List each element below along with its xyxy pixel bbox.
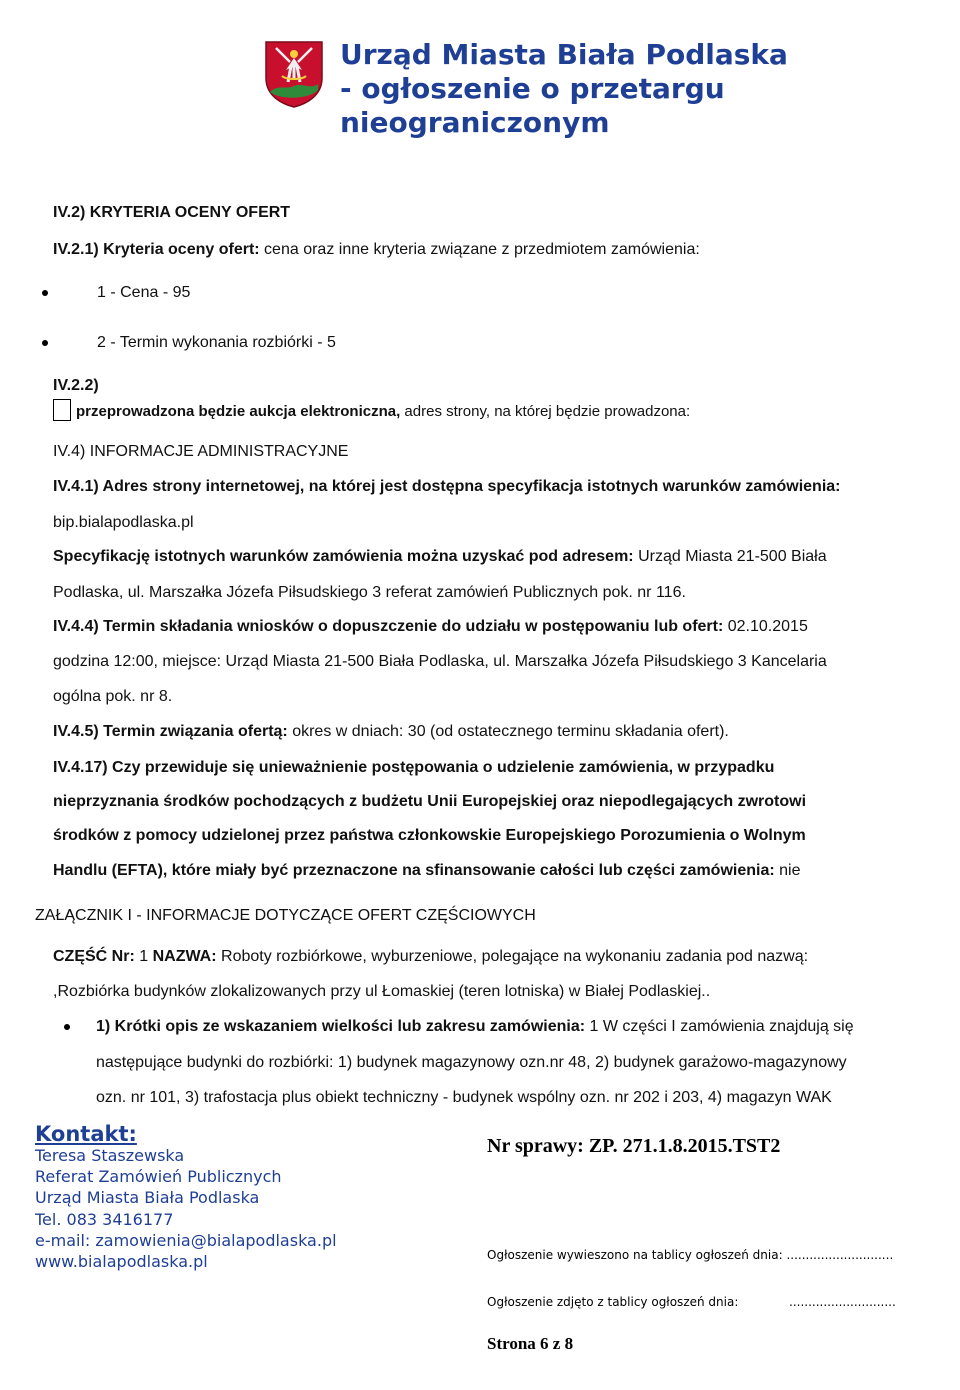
- description-line-2: następujące budynki do rozbiórki: 1) budynek magazynowy ozn.nr 48, 2) budynek garażowo-magazynowy: [96, 1054, 847, 1071]
- title-line-2: - ogłoszenie o przetargu: [340, 72, 725, 105]
- description-line-3: ozn. nr 101, 3) trafostacja plus obiekt techniczny - budynek wspólny ozn. nr 202 i 203, 4) magazyn WAK: [96, 1089, 832, 1106]
- annulment-line-3: środków z pomocy udzielonej przez państwa członkowskie Europejskiego Porozumienia o Wolnym: [53, 827, 806, 844]
- spec-address-paragraph: [53, 547, 827, 567]
- criteria-label: IV.2.1) Kryteria oceny ofert:: [53, 241, 260, 258]
- part-paragraph: [53, 947, 808, 967]
- case-number: Nr sprawy: ZP. 271.1.8.2015.TST2: [487, 1135, 781, 1157]
- auction-paragraph: [76, 402, 690, 422]
- part-number: 1: [134, 948, 153, 965]
- contact-heading: Kontakt:: [35, 1122, 137, 1146]
- annex-heading: ZAŁĄCZNIK I - INFORMACJE DOTYCZĄCE OFERT CZĘŚCIOWYCH: [35, 907, 536, 924]
- annulment-line-4: [53, 861, 800, 881]
- part-name: Roboty rozbiórkowe, wyburzeniowe, polegające na wykonaniu zadania pod nazwą:: [216, 948, 809, 965]
- bullet-icon: [42, 290, 48, 296]
- criteria-text: cena oraz inne kryteria związane z przedmiotem zamówienia:: [259, 241, 700, 258]
- page-title: [340, 38, 940, 140]
- contact-website-link[interactable]: www.bialapodlaska.pl: [35, 1252, 208, 1271]
- criteria-paragraph: [53, 240, 700, 260]
- binding-label: IV.4.5) Termin związania ofertą:: [53, 723, 288, 740]
- bullet-icon: [64, 1024, 70, 1030]
- section-heading-auction: IV.2.2): [53, 377, 99, 394]
- removed-date-label: Ogłoszenie zdjęto z tablicy ogłoszeń dnia:: [487, 1295, 739, 1309]
- annulment-line-2: nieprzyznania środków pochodzących z budżetu Unii Europejskiej oraz niepodlegających zwrotowi: [53, 793, 807, 810]
- section-heading-criteria: IV.2) KRYTERIA OCENY OFERT: [53, 204, 291, 221]
- city-crest-icon: [264, 40, 324, 108]
- spec-address-text: Urząd Miasta 21-500 Biała: [633, 548, 827, 565]
- contact-department: Referat Zamówień Publicznych: [35, 1167, 282, 1186]
- contact-name: Teresa Staszewska: [35, 1146, 185, 1165]
- title-line-1: Urząd Miasta Biała Podlaska: [340, 38, 788, 71]
- contact-email-link[interactable]: zamowienia@bialapodlaska.pl: [95, 1231, 337, 1250]
- removed-date-dots: ............................: [789, 1295, 896, 1309]
- spec-address-label: Specyfikację istotnych warunków zamówienia można uzyskać pod adresem:: [53, 548, 634, 565]
- contact-email-row: [35, 1231, 337, 1251]
- spec-url-label: IV.4.1) Adres strony internetowej, na której jest dostępna specyfikacja istotnych warunków zamówienia:: [53, 478, 841, 495]
- criterion-item-2: 2 - Termin wykonania rozbiórki - 5: [97, 334, 336, 351]
- description-label: 1) Krótki opis ze wskazaniem wielkości lub zakresu zamówienia:: [96, 1018, 586, 1035]
- part-name-label: NAZWA:: [152, 948, 217, 965]
- binding-text: okres w dniach: 30 (od ostatecznego terminu składania ofert).: [287, 723, 729, 740]
- binding-paragraph: [53, 722, 729, 742]
- auction-checkbox[interactable]: [53, 399, 71, 421]
- auction-text: adres strony, na której będzie prowadzona:: [400, 403, 691, 420]
- annulment-label: Handlu (EFTA), które miały być przeznaczone na sfinansowanie całości lub części zamówienia:: [53, 862, 775, 879]
- part-number-label: CZĘŚĆ Nr:: [53, 948, 135, 965]
- section-heading-admin: IV.4) INFORMACJE ADMINISTRACYJNE: [53, 443, 349, 460]
- removed-date-line: [487, 1295, 896, 1309]
- contact-office: Urząd Miasta Biała Podlaska: [35, 1188, 260, 1207]
- deadline-label: IV.4.4) Termin składania wniosków o dopuszczenie do udziału w postępowaniu lub ofert:: [53, 618, 724, 635]
- bullet-icon: [42, 340, 48, 346]
- description-paragraph: [96, 1017, 854, 1037]
- contact-email-label: e-mail:: [35, 1231, 96, 1250]
- contact-phone: Tel. 083 3416177: [35, 1210, 174, 1229]
- annulment-line-1: IV.4.17) Czy przewiduje się unieważnienie postępowania o udzielenie zamówienia, w przypadku: [53, 759, 775, 776]
- posted-date-line: Ogłoszenie wywieszono na tablicy ogłoszeń dnia: ............................: [487, 1248, 894, 1262]
- part-name-line-2: ,Rozbiórka budynków zlokalizowanych przy ul Łomaskiej (teren lotniska) w Białej Podlaskiej..: [53, 983, 711, 1000]
- auction-label: przeprowadzona będzie aukcja elektroniczna,: [76, 403, 401, 420]
- description-text: 1 W części I zamówienia znajdują się: [585, 1018, 854, 1035]
- deadline-date: 02.10.2015: [723, 618, 808, 635]
- spec-url-link[interactable]: bip.bialapodlaska.pl: [53, 514, 194, 531]
- deadline-line-3: ogólna pok. nr 8.: [53, 688, 173, 705]
- spec-address-line-2: Podlaska, ul. Marszałka Józefa Piłsudskiego 3 referat zamówień Publicznych pok. nr 116.: [53, 584, 686, 601]
- deadline-paragraph: [53, 617, 808, 637]
- annulment-answer: nie: [774, 862, 801, 879]
- page-number: Strona 6 z 8: [487, 1334, 574, 1353]
- deadline-line-2: godzina 12:00, miejsce: Urząd Miasta 21-500 Biała Podlaska, ul. Marszałka Józefa Piłsudskiego 3 Kancelaria: [53, 653, 827, 670]
- title-line-3: nieograniczonym: [340, 106, 610, 139]
- criterion-item-1: 1 - Cena - 95: [97, 284, 191, 301]
